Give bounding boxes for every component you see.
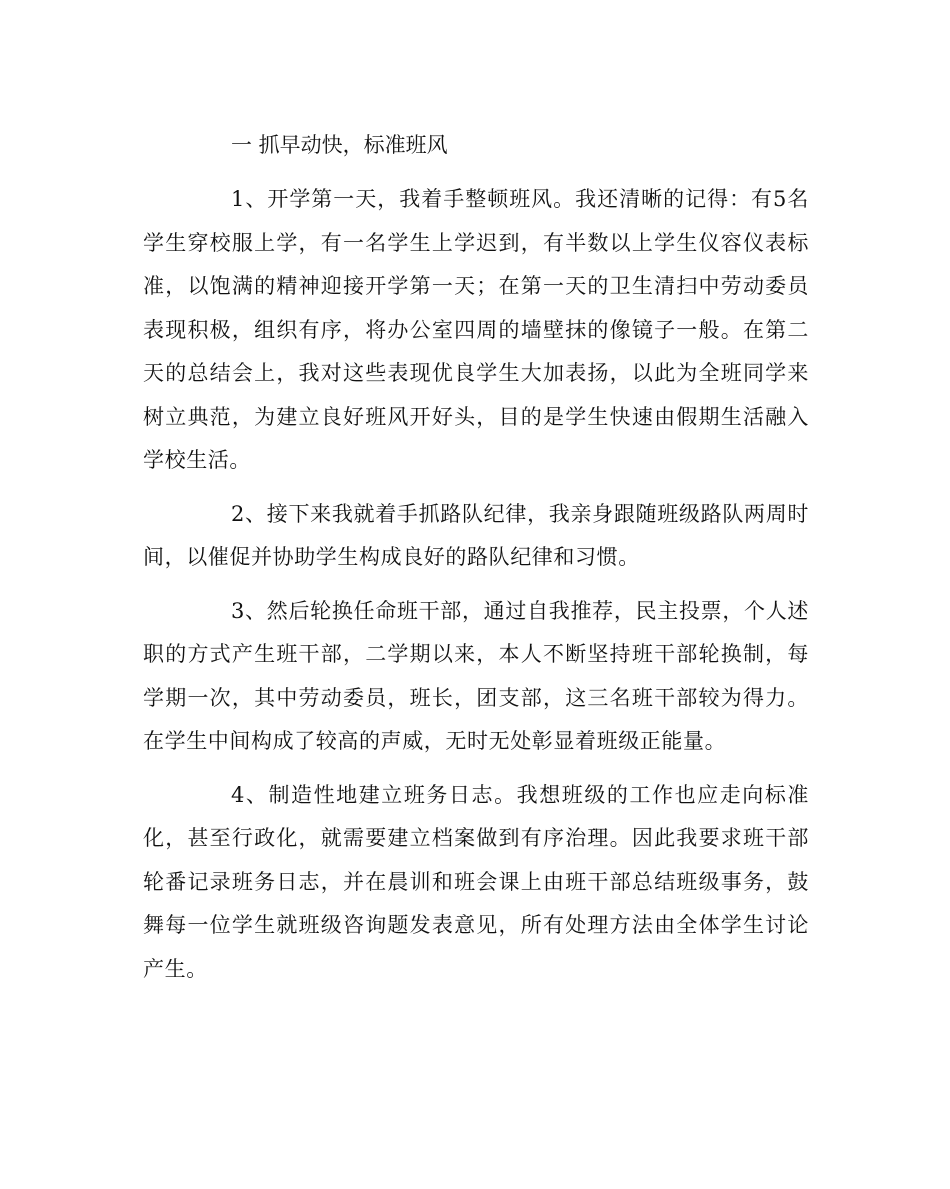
paragraph-2: 2、接下来我就着手抓路队纪律，我亲身跟随班级路队两周时间，以催促并协助学生构成良好的路队纪律和习惯。 [143, 501, 809, 569]
paragraph-3: 3、然后轮换任命班干部，通过自我推荐，民主投票，个人述职的方式产生班干部，二学期以来，本人不断坚持班干部轮换制，每学期一次，其中劳动委员，班长，团支部，这三名班干部较为得力。在学生中间构成了较高的声威，无时无处彰显着班级正能量。 [143, 598, 809, 753]
document-body [143, 124, 809, 1001]
paragraph-4: 4、制造性地建立班务日志。我想班级的工作也应走向标准化，甚至行政化，就需要建立档案做到有序治理。因此我要求班干部轮番记录班务日志，并在晨训和班会课上由班干部总结班级事务，鼓舞每一位学生就班级咨询题发表意见，所有处理方法由全体学生讨论产生。 [143, 782, 809, 981]
paragraph-1: 1、开学第一天，我着手整顿班风。我还清晰的记得：有5名学生穿校服上学，有一名学生上学迟到，有半数以上学生仪容仪表标准，以饱满的精神迎接开学第一天；在第一天的卫生清扫中劳动委员表现积极，组织有序，将办公室四周的墙壁抹的像镜子一般。在第二天的总结会上，我对这些表现优良学生大加表扬，以此为全班同学来树立典范，为建立良好班风开好头，目的是学生快速由假期生活融入学校生活。 [143, 187, 809, 472]
section-heading: 一 抓早动快，标准班风 [231, 133, 448, 157]
